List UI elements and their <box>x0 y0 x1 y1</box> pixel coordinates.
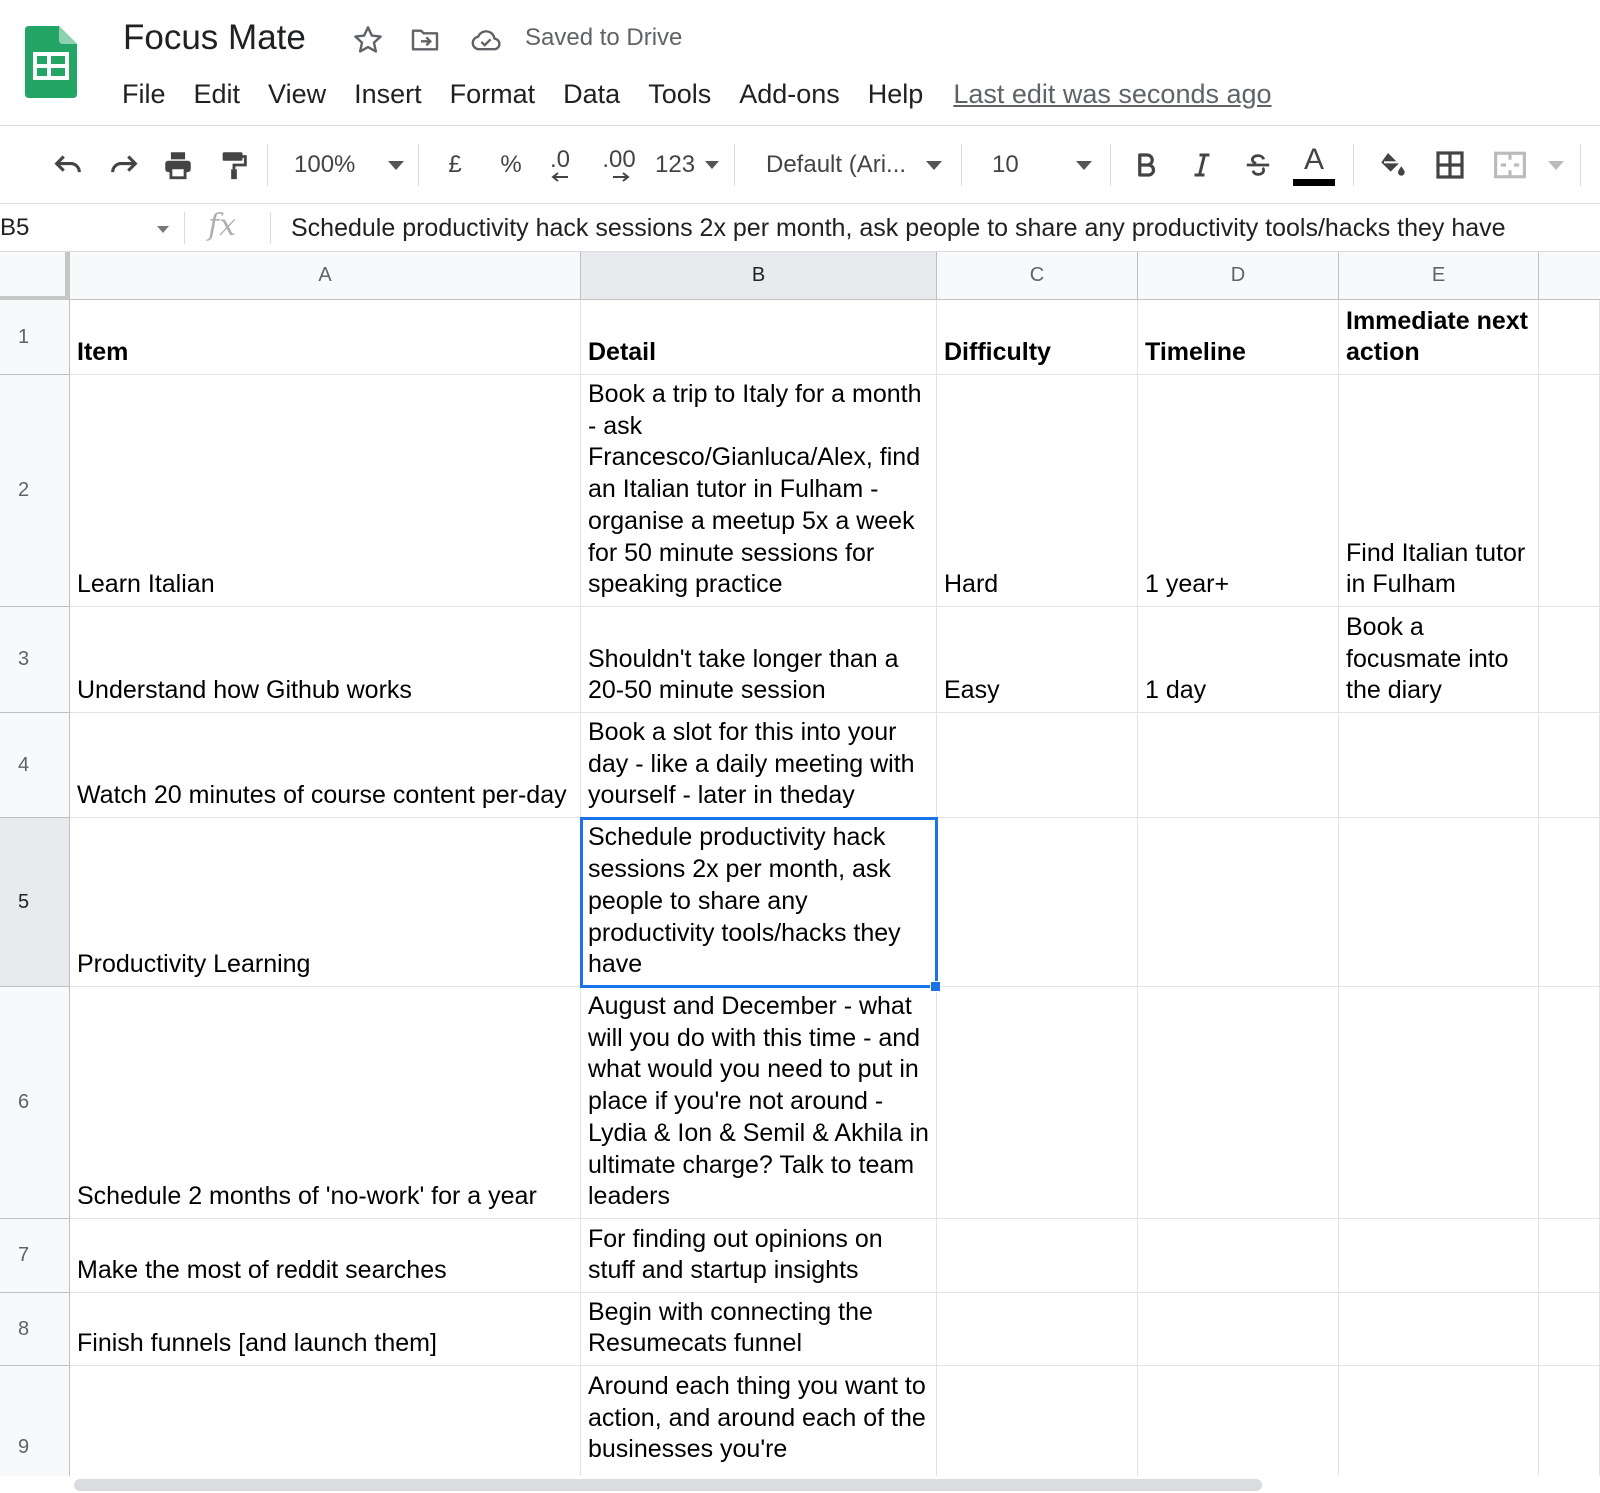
saved-status[interactable]: Saved to Drive <box>525 24 683 51</box>
chevron-down-icon <box>388 161 404 170</box>
cell-d1[interactable]: Timeline <box>1138 300 1339 375</box>
redo-icon[interactable] <box>104 126 144 204</box>
cell-d2[interactable]: 1 year+ <box>1138 375 1339 607</box>
cell-c8[interactable] <box>937 1293 1138 1366</box>
font-size-select[interactable]: 10 <box>992 126 1092 204</box>
menu-edit[interactable]: Edit <box>193 79 241 109</box>
formula-divider <box>270 212 271 244</box>
cell-f3[interactable] <box>1539 607 1600 713</box>
column-header-d[interactable]: D <box>1138 252 1339 300</box>
horizontal-scrollbar[interactable] <box>0 1476 1600 1493</box>
fx-icon: fx <box>208 208 237 243</box>
cell-d6[interactable] <box>1138 987 1339 1219</box>
undo-icon[interactable] <box>48 126 88 204</box>
cell-c5[interactable] <box>937 818 1138 987</box>
menu-format[interactable]: Format <box>449 79 536 109</box>
cell-d3[interactable]: 1 day <box>1138 607 1339 713</box>
column-header-b[interactable]: B <box>581 252 937 300</box>
cell-f6[interactable] <box>1539 987 1600 1219</box>
italic-icon[interactable] <box>1184 126 1220 204</box>
cell-e8[interactable] <box>1339 1293 1539 1366</box>
cell-c4[interactable] <box>937 713 1138 818</box>
cell-e9[interactable] <box>1339 1366 1539 1493</box>
column-header-e[interactable]: E <box>1339 252 1539 300</box>
cell-e4[interactable] <box>1339 713 1539 818</box>
menu-file[interactable]: File <box>122 79 166 109</box>
arrow-right-icon <box>607 172 631 182</box>
print-icon[interactable] <box>158 126 198 204</box>
row-header-6[interactable]: 6 <box>0 987 70 1219</box>
font-family-select[interactable]: Default (Ari... <box>766 126 942 204</box>
cell-b7[interactable]: For finding out opinions on stuff and startup insights <box>581 1219 937 1293</box>
name-box[interactable] <box>0 204 178 252</box>
cell-f5[interactable] <box>1539 818 1600 987</box>
toolbar <box>0 126 1600 204</box>
name-box-value: B5 <box>0 214 30 241</box>
strikethrough-icon[interactable] <box>1240 126 1276 204</box>
chevron-down-icon[interactable] <box>1546 126 1566 204</box>
row-header-8[interactable]: 8 <box>0 1293 70 1366</box>
cell-c1[interactable]: Difficulty <box>937 300 1138 375</box>
cell-b1[interactable]: Detail <box>581 300 937 375</box>
toolbar-divider <box>1580 144 1581 186</box>
cell-a3[interactable]: Understand how Github works <box>70 607 581 713</box>
decrease-decimal-button[interactable]: .0 <box>540 126 580 204</box>
toolbar-divider <box>1110 144 1111 186</box>
borders-icon[interactable] <box>1430 126 1470 204</box>
formula-bar <box>0 204 1600 252</box>
toolbar-divider <box>961 144 962 186</box>
cell-f7[interactable] <box>1539 1219 1600 1293</box>
cloud-saved-icon[interactable] <box>469 24 503 56</box>
row-header-3[interactable]: 3 <box>0 607 70 713</box>
toolbar-divider <box>1353 144 1354 186</box>
toolbar-divider <box>734 144 735 186</box>
sheets-logo-icon[interactable] <box>25 26 77 98</box>
formula-input[interactable]: Schedule productivity hack sessions 2x per month, ask people to share any productivity tools/hacks they have <box>291 214 1506 242</box>
zoom-value: 100% <box>294 151 356 178</box>
cell-c7[interactable] <box>937 1219 1138 1293</box>
cell-a9[interactable] <box>70 1366 581 1493</box>
row-header-4[interactable]: 4 <box>0 713 70 818</box>
cell-e5[interactable] <box>1339 818 1539 987</box>
menu-insert[interactable]: Insert <box>354 79 422 109</box>
cell-e7[interactable] <box>1339 1219 1539 1293</box>
cell-f8[interactable] <box>1539 1293 1600 1366</box>
merge-cells-icon[interactable] <box>1490 126 1530 204</box>
cell-b2[interactable]: Book a trip to Italy for a month - ask Francesco/Gianluca/Alex, find an Italian tutor in Fulham - organise a meetup 5x a week for 50 minute sessions for speaking practice <box>581 375 937 607</box>
menu-bar <box>108 74 1272 114</box>
cell-d5[interactable] <box>1138 818 1339 987</box>
cell-b9[interactable]: Around each thing you want to action, and around each of the businesses you're <box>581 1366 937 1493</box>
cell-b6[interactable]: August and December - what will you do with this time - and what would you need to put in place if you're not around - Lydia & Ion & Semil & Akhila in ultimate charge? Talk to team leaders <box>581 987 937 1219</box>
arrow-left-icon <box>550 172 570 182</box>
menu-add-ons[interactable]: Add-ons <box>739 79 840 109</box>
number-format-select[interactable]: 123 <box>655 126 719 204</box>
cell-a2[interactable]: Learn Italian <box>70 375 581 607</box>
cell-f1[interactable] <box>1539 300 1600 375</box>
toolbar-divider <box>267 144 268 186</box>
menu-tools[interactable]: Tools <box>648 79 712 109</box>
cell-e1[interactable]: Immediate next action <box>1339 300 1539 375</box>
cell-f9[interactable] <box>1539 1366 1600 1493</box>
menu-help[interactable]: Help <box>867 79 924 109</box>
column-header-f[interactable] <box>1539 252 1600 300</box>
cell-b8[interactable]: Begin with connecting the Resumecats funnel <box>581 1293 937 1366</box>
row-header-2[interactable]: 2 <box>0 375 70 607</box>
menu-data[interactable]: Data <box>563 79 621 109</box>
column-header-a[interactable]: A <box>70 252 581 300</box>
chevron-down-icon <box>926 161 942 170</box>
chevron-down-icon <box>1076 161 1092 170</box>
cell-d9[interactable] <box>1138 1366 1339 1493</box>
cell-a5[interactable]: Productivity Learning <box>70 818 581 987</box>
row-header-7[interactable]: 7 <box>0 1219 70 1293</box>
cell-b5[interactable]: Schedule productivity hack sessions 2x per month, ask people to share any productivity tools/hacks they have <box>581 818 937 987</box>
cell-f4[interactable] <box>1539 713 1600 818</box>
cell-b3[interactable]: Shouldn't take longer than a 20-50 minute session <box>581 607 937 713</box>
row-header-9[interactable]: 9 <box>0 1366 70 1493</box>
cell-c9[interactable] <box>937 1366 1138 1493</box>
app-header <box>0 0 1600 126</box>
cell-a7[interactable]: Make the most of reddit searches <box>70 1219 581 1293</box>
cell-a8[interactable]: Finish funnels [and launch them] <box>70 1293 581 1366</box>
chevron-down-icon <box>157 226 169 233</box>
zoom-select[interactable] <box>294 126 404 204</box>
row-header-1[interactable]: 1 <box>0 300 70 375</box>
menu-view[interactable]: View <box>268 79 327 109</box>
row-header-5[interactable]: 5 <box>0 818 70 987</box>
fill-handle[interactable] <box>930 981 941 992</box>
spreadsheet-grid <box>0 252 1600 1493</box>
cell-d8[interactable] <box>1138 1293 1339 1366</box>
toolbar-divider <box>418 144 419 186</box>
document-title[interactable]: Focus Mate <box>123 18 306 57</box>
cell-d4[interactable] <box>1138 713 1339 818</box>
fill-color-icon[interactable] <box>1372 126 1412 204</box>
paint-format-icon[interactable] <box>214 126 254 204</box>
formula-divider <box>184 212 185 244</box>
percent-button[interactable]: % <box>500 151 522 178</box>
cell-d7[interactable] <box>1138 1219 1339 1293</box>
select-all-corner[interactable] <box>0 252 70 300</box>
text-color-icon[interactable]: A <box>1292 126 1336 204</box>
cell-a4[interactable]: Watch 20 minutes of course content per-day <box>70 713 581 818</box>
cell-e6[interactable] <box>1339 987 1539 1219</box>
text-color-swatch <box>1293 179 1335 186</box>
cell-b4[interactable]: Book a slot for this into your day - like a daily meeting with yourself - later in theday <box>581 713 937 818</box>
bold-icon[interactable] <box>1128 126 1164 204</box>
cell-a1[interactable]: Item <box>70 300 581 375</box>
cell-e3[interactable]: Book a focusmate into the diary <box>1339 607 1539 713</box>
chevron-down-icon <box>705 161 719 169</box>
cell-f2[interactable] <box>1539 375 1600 607</box>
cell-c2[interactable]: Hard <box>937 375 1138 607</box>
cell-a6[interactable]: Schedule 2 months of 'no-work' for a year <box>70 987 581 1219</box>
last-edit-link[interactable]: Last edit was seconds ago <box>953 79 1272 109</box>
move-to-folder-icon[interactable] <box>409 24 441 56</box>
cell-c3[interactable]: Easy <box>937 607 1138 713</box>
cell-c6[interactable] <box>937 987 1138 1219</box>
column-header-c[interactable]: C <box>937 252 1138 300</box>
currency-button[interactable]: £ <box>448 151 462 178</box>
star-icon[interactable] <box>352 24 384 56</box>
increase-decimal-button[interactable]: .00 <box>595 126 643 204</box>
cell-e2[interactable]: Find Italian tutor in Fulham <box>1339 375 1539 607</box>
scrollbar-thumb[interactable] <box>74 1479 1262 1491</box>
